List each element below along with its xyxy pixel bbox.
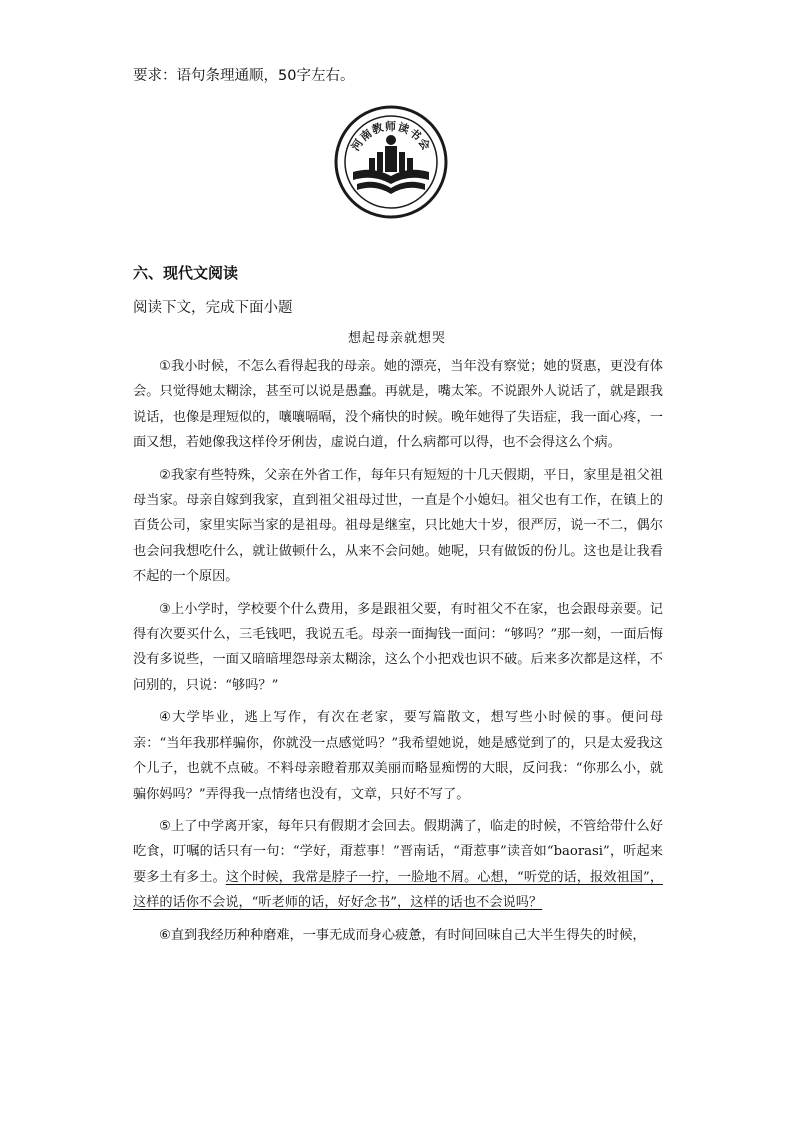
paragraph-number: ⑥ — [159, 927, 171, 943]
seal-text: 河南教师读书会 — [349, 120, 433, 154]
paragraph-number: ② — [159, 467, 171, 483]
paragraph-text: 我家有些特殊，父亲在外省工作，每年只有短短的十几天假期，平日，家里是祖父祖母当家。母亲自嫁到我家，直到祖父祖母过世，一直是个小媳妇。祖父也有工作，在镇上的百货公司，家里实际当家的是祖母。祖母是继室，只比她大十岁，很严厉，说一不二，偶尔也会问我想吃什么，就让做顿什么，从来不会问她。她呢，只有做饭的份儿。这也是让我看不起的一个原因。 — [133, 467, 663, 585]
paragraph-6 — [133, 923, 663, 948]
paragraph-text: 上了中学离开家，每年只有假期才会回去。假期满了，临走的时候，不管给带什么好吃食，叮嘱的话只有一句：“学好，甭惹事！”晋南话，“甭惹事”读音如“baorasi”，听起来要多土有多土。 — [133, 818, 663, 885]
paragraph-text: 我小时候，不怎么看得起我的母亲。她的漂亮，当年没有察觉；她的贤惠，更没有体会。只觉得她太糊涂，甚至可以说是愚蠢。再就是，嘴太笨。不说跟外人说话了，就是跟我说话，也像是理短似的，嚷嚷嗝嗝，没个痛快的时候。晚年她得了失语症，我一面心疼，一面又想，若她像我这样伶牙俐齿，虚说白道，什么病都可以得，也不会得这么个病。 — [133, 359, 663, 451]
article-title: 想起母亲就想哭 — [347, 331, 446, 346]
section-heading: 六、现代文阅读 — [133, 264, 239, 282]
reading-instruction: 阅读下文，完成下面小题 — [133, 300, 293, 316]
article-body — [133, 354, 663, 955]
paragraph-1 — [133, 354, 663, 456]
paragraph-number: ⑤ — [159, 818, 171, 834]
open-book-seal-icon — [333, 104, 449, 220]
paragraph-text: 大学毕业，逃上写作，有次在老家，要写篇散文，想写些小时候的事。便问母亲：“当年我那样骗你，你就没一点感觉吗？”我希望她说，她是感觉到了的，只是太爱我这个儿子，也就不点破。不料母亲瞪着那双美丽而略显痴愣的大眼，反问我：“你那么小，就骗你妈吗？”弄得我一点情绪也没有，文章，只好不写了。 — [133, 710, 664, 802]
paragraph-4 — [133, 705, 663, 807]
paragraph-number: ④ — [159, 710, 173, 726]
underlined-sentence: 这个时候，我常是脖子一拧，一脸地不屑。心想，“听党的话，报效祖国”，这样的话你不会说，“听老师的话，好好念书”，这样的话也不会说吗？ — [133, 869, 664, 911]
paragraph-5 — [133, 814, 663, 916]
paragraph-number: ③ — [159, 601, 171, 617]
reading-club-seal-logo — [333, 104, 449, 220]
answer-requirement: 要求：语句条理通顺，50字左右。 — [133, 68, 355, 84]
paragraph-number: ① — [159, 359, 171, 374]
paragraph-text: 上小学时，学校要个什么费用，多是跟祖父要，有时祖父不在家，也会跟母亲要。记得有次要买什么，三毛钱吧，我说五毛。母亲一面掏钱一面问：“够吗？”那一刻，一面后悔没有多说些，一面又暗暗埋怨母亲太糊涂，这么个小把戏也识不破。后来多次都是这样，不问别的，只说：“够吗？” — [133, 601, 663, 693]
paragraph-2 — [133, 463, 663, 590]
paragraph-3 — [133, 597, 663, 699]
paragraph-text: 直到我经历种种磨难，一事无成而身心疲惫，有时间回味自己大半生得失的时候， — [170, 927, 646, 943]
